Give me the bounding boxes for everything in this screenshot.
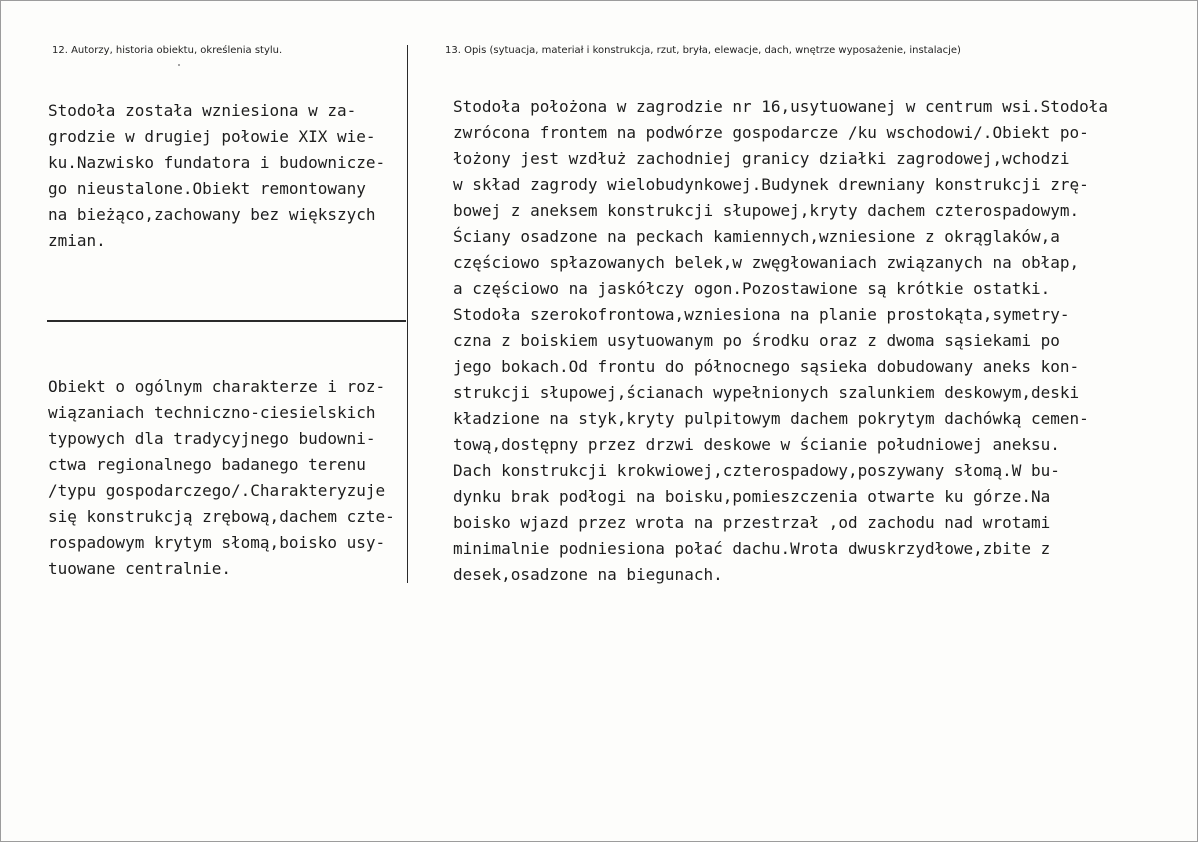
section-13-heading: 13. Opis (sytuacja, materiał i konstrukcja, rzut, bryła, elewacje, dach, wnętrze wyposażenie, instalacje) xyxy=(445,45,961,56)
ink-speck xyxy=(178,64,180,66)
description-line: czna z boiskiem usytuowanym po środku oraz z dwoma sąsiekami po xyxy=(453,331,1060,350)
history-text xyxy=(48,98,403,254)
style-line: ctwa regionalnego badanego terenu xyxy=(48,455,366,474)
history-line: ku.Nazwisko fundatora i budownicze- xyxy=(48,153,386,172)
style-text xyxy=(48,374,418,582)
history-line: Stodoła została wzniesiona w za- xyxy=(48,101,357,120)
description-line: tową,dostępny przez drzwi deskowe w ścianie południowej aneksu. xyxy=(453,435,1060,454)
style-line: się konstrukcją zrębową,dachem czte- xyxy=(48,507,395,526)
history-line: go nieustalone.Obiekt remontowany xyxy=(48,179,366,198)
style-line: /typu gospodarczego/.Charakteryzuje xyxy=(48,481,386,500)
description-line: kładzione na styk,kryty pulpitowym dachem pokrytym dachówką cemen- xyxy=(453,409,1089,428)
history-line: grodzie w drugiej połowie XIX wie- xyxy=(48,127,376,146)
style-line: wiązaniach techniczno-ciesielskich xyxy=(48,403,376,422)
description-line: minimalnie podniesiona połać dachu.Wrota dwuskrzydłowe,zbite z xyxy=(453,539,1051,558)
description-line: desek,osadzone na biegunach. xyxy=(453,565,723,584)
description-line: strukcji słupowej,ścianach wypełnionych szalunkiem deskowym,deski xyxy=(453,383,1080,402)
description-line: Ściany osadzone na peckach kamiennych,wzniesione z okrąglaków,a xyxy=(453,227,1060,246)
description-line: jego bokach.Od frontu do północnego sąsieka dobudowany aneks kon- xyxy=(453,357,1080,376)
description-line: w skład zagrody wielobudynkowej.Budynek drewniany konstrukcji zrę- xyxy=(453,175,1089,194)
style-line: tuowane centralnie. xyxy=(48,559,232,578)
description-line: Stodoła położona w zagrodzie nr 16,usytuowanej w centrum wsi.Stodoła xyxy=(453,97,1109,116)
history-line: zmian. xyxy=(48,231,106,250)
style-line: rospadowym krytym słomą,boisko usy- xyxy=(48,533,386,552)
description-line: Stodoła szerokofrontowa,wzniesiona na planie prostokąta,symetry- xyxy=(453,305,1070,324)
description-line: boisko wjazd przez wrota na przestrzał ,od zachodu nad wrotami xyxy=(453,513,1051,532)
description-line: dynku brak podłogi na boisku,pomieszczenia otwarte ku górze.Na xyxy=(453,487,1051,506)
description-line: zwrócona frontem na podwórze gospodarcze /ku wschodowi/.Obiekt po- xyxy=(453,123,1089,142)
style-line: typowych dla tradycyjnego budowni- xyxy=(48,429,376,448)
description-line: bowej z aneksem konstrukcji słupowej,kryty dachem czterospadowym. xyxy=(453,201,1080,220)
description-line: Dach konstrukcji krokwiowej,czterospadowy,poszywany słomą.W bu- xyxy=(453,461,1060,480)
description-line: a częściowo na jaskółczy ogon.Pozostawione są krótkie ostatki. xyxy=(453,279,1051,298)
left-section-divider xyxy=(47,320,406,322)
description-line: częściowo spłazowanych belek,w zwęgłowaniach związanych na obłap, xyxy=(453,253,1080,272)
section-12-heading: 12. Autorzy, historia obiektu, określenia stylu. xyxy=(52,45,283,56)
history-line: na bieżąco,zachowany bez większych xyxy=(48,205,376,224)
description-line: łożony jest wzdłuż zachodniej granicy działki zagrodowej,wchodzi xyxy=(453,149,1070,168)
description-text xyxy=(453,94,1153,588)
style-line: Obiekt o ogólnym charakterze i roz- xyxy=(48,377,386,396)
